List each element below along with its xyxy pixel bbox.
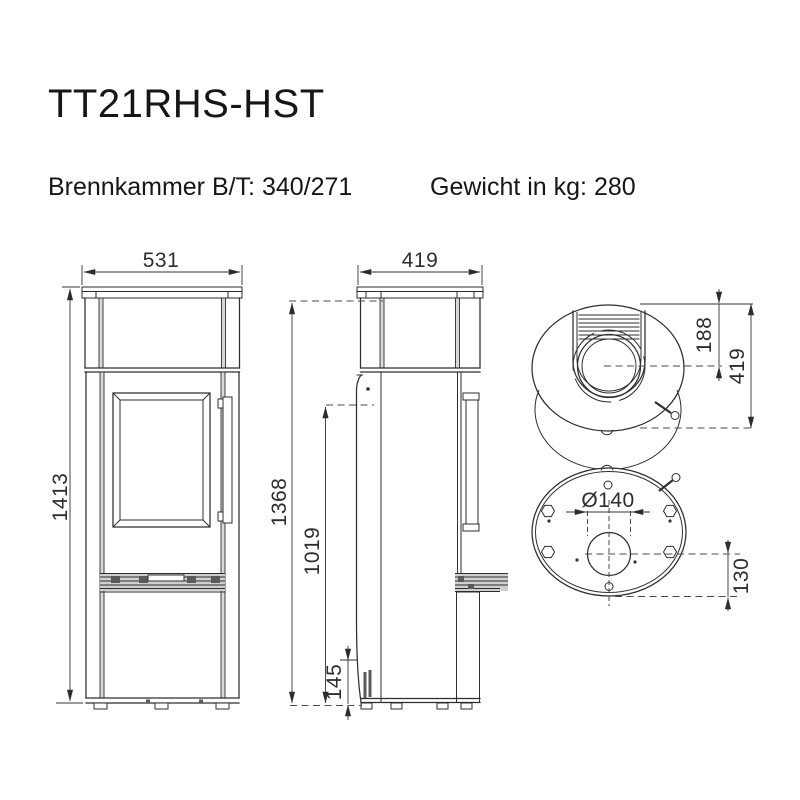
- side-total-height-dimension: [268, 303, 292, 703]
- side-base-height-label: 145: [323, 663, 346, 701]
- side-view: [268, 249, 508, 720]
- combustion-chamber-spec: Brennkammer B/T: 340/271: [48, 173, 353, 201]
- top-flue-offset-label: 188: [693, 316, 716, 354]
- front-upper-section: [85, 298, 240, 372]
- page-title: TT21RHS-HST: [48, 82, 325, 126]
- top-depth-dimension: [726, 304, 751, 428]
- front-door-handle: [218, 397, 232, 523]
- side-depth-label: 419: [401, 249, 439, 272]
- weight-spec: Gewicht in kg: 280: [430, 173, 636, 201]
- front-top-plate: [82, 287, 242, 298]
- bottom-flue-offset-label: 130: [730, 557, 753, 595]
- top-depth-label: 419: [726, 347, 749, 385]
- bottom-flue-diameter-label: Ø140: [581, 489, 635, 512]
- front-width-label: 531: [142, 249, 180, 272]
- top-view: [532, 289, 753, 470]
- side-base-height-dimension: [323, 646, 357, 720]
- bottom-door-handle: [659, 474, 680, 492]
- front-width-dimension: [82, 249, 242, 285]
- side-flue-height-dimension: [301, 407, 326, 703]
- front-view: [49, 249, 242, 709]
- front-height-label: 1413: [49, 472, 72, 522]
- front-height-dimension: [49, 287, 83, 703]
- side-feet: [361, 703, 472, 709]
- side-door-handle: [463, 393, 479, 531]
- front-feet: [94, 700, 229, 710]
- side-top-plate: [357, 287, 483, 298]
- top-plate-outline: [532, 305, 684, 431]
- side-body: [357, 372, 481, 703]
- side-total-height-label: 1368: [268, 477, 291, 527]
- bottom-view: [532, 465, 753, 611]
- side-flue-height-label: 1019: [301, 526, 324, 576]
- side-upper-section: [361, 298, 481, 372]
- front-door-window: [113, 393, 210, 527]
- top-flue-offset-dimension: [693, 289, 719, 381]
- bottom-flue-offset-dimension: [728, 540, 753, 611]
- side-air-grille: [455, 574, 508, 592]
- front-air-grille: [100, 574, 225, 593]
- side-depth-dimension: [358, 249, 482, 285]
